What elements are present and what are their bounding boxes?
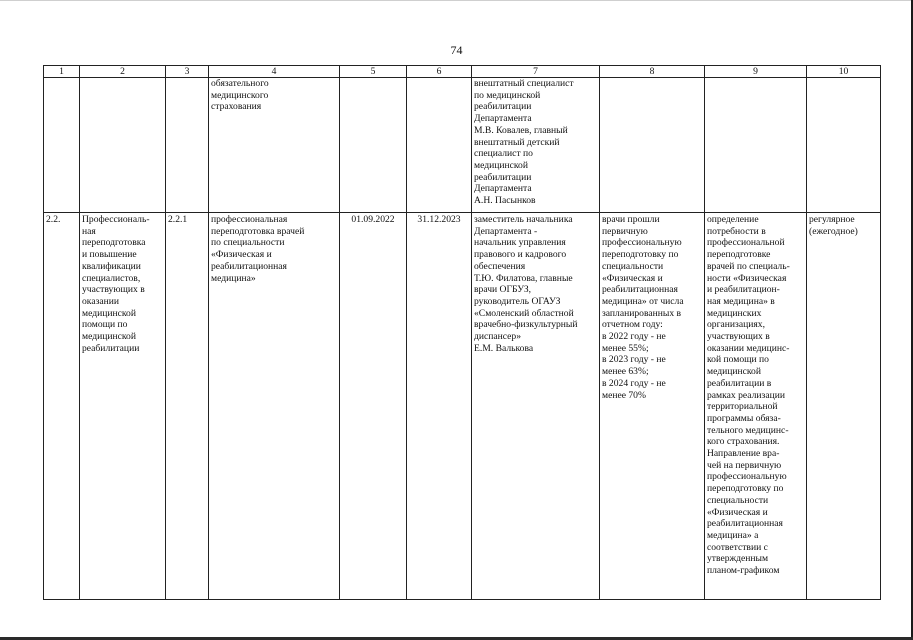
insurance-text: обязательного медицинского страхования <box>211 78 269 113</box>
column-header-8: 8 <box>600 66 705 78</box>
end-date-cell: 31.12.2023 <box>407 213 472 600</box>
column-header-1: 1 <box>44 66 80 78</box>
table-cell <box>80 78 166 213</box>
task-name-cell: Профессиональ- ная переподготовка и повышение квалификации специалистов, участвующих в оказании медицинской помощи по медицинской реабилитации <box>80 213 166 600</box>
column-header-2: 2 <box>80 66 166 78</box>
column-header-6: 6 <box>407 66 472 78</box>
table-cell <box>407 78 472 213</box>
page-number: 74 <box>450 43 463 57</box>
table-cell <box>600 78 705 213</box>
column-number-row <box>44 66 881 78</box>
description-cell: определение потребности в профессиональной переподготовке врачей по специаль- ности «Физическая и реабилитацион- ная медицина» в медицинских организациях, участвующих в оказании медицинс- кой помощи по медицинской реабилитации в рамках реализации территориальной программы обяза- тельного медицинс- кого страхования. Направление вра- чей на первичную профессиональную переподготовку по специальности «Физическая и реабилитационная медицина» а соответствии с утвержденным планом-графиком <box>705 213 807 600</box>
table-row <box>44 213 881 600</box>
scan-top-edge <box>0 0 913 1</box>
column-header-3: 3 <box>166 66 209 78</box>
column-header-7: 7 <box>472 66 600 78</box>
responsible-persons-text: внештатный специалист по медицинской реабилитации Департамента М.В. Ковалев, главный внештатный детский специалист по медицинской реабилитации Департамента А.Н. Пасынков <box>474 78 574 207</box>
table-cell <box>705 78 807 213</box>
plan-table <box>43 65 881 600</box>
subitem-number-cell: 2.2.1 <box>166 213 209 600</box>
column-header-4: 4 <box>209 66 340 78</box>
column-header-9: 9 <box>705 66 807 78</box>
table-cell <box>340 78 407 213</box>
frequency-cell: регулярное (ежегодное) <box>807 213 881 600</box>
table-cell <box>209 78 340 213</box>
activity-cell: профессиональная переподготовка врачей по специальности «Физическая и реабилитационная медицина» <box>209 213 340 600</box>
column-header-10: 10 <box>807 66 881 78</box>
responsible-cell: заместитель начальника Департамента - начальник управления правового и кадрового обеспечения Т.Ю. Филатова, главные врачи ОГБУЗ, руководитель ОГАУЗ «Смоленский областной врачебно-физкультурный диспансер» Е.М. Валькова <box>472 213 600 600</box>
item-number-cell: 2.2. <box>44 213 80 600</box>
start-date-cell: 01.09.2022 <box>340 213 407 600</box>
table-cell <box>472 78 600 213</box>
table-cell <box>44 78 80 213</box>
table-cell <box>166 78 209 213</box>
indicator-cell: врачи прошли первичную профессиональную переподготовку по специальности «Физическая и реабилитационная медицина» от числа запланированных в отчетном году: в 2022 году - не менее 55%; в 2023 году - не менее 63%; в 2024 году - не менее 70% <box>600 213 705 600</box>
table-row <box>44 78 881 213</box>
table-cell <box>807 78 881 213</box>
column-header-5: 5 <box>340 66 407 78</box>
